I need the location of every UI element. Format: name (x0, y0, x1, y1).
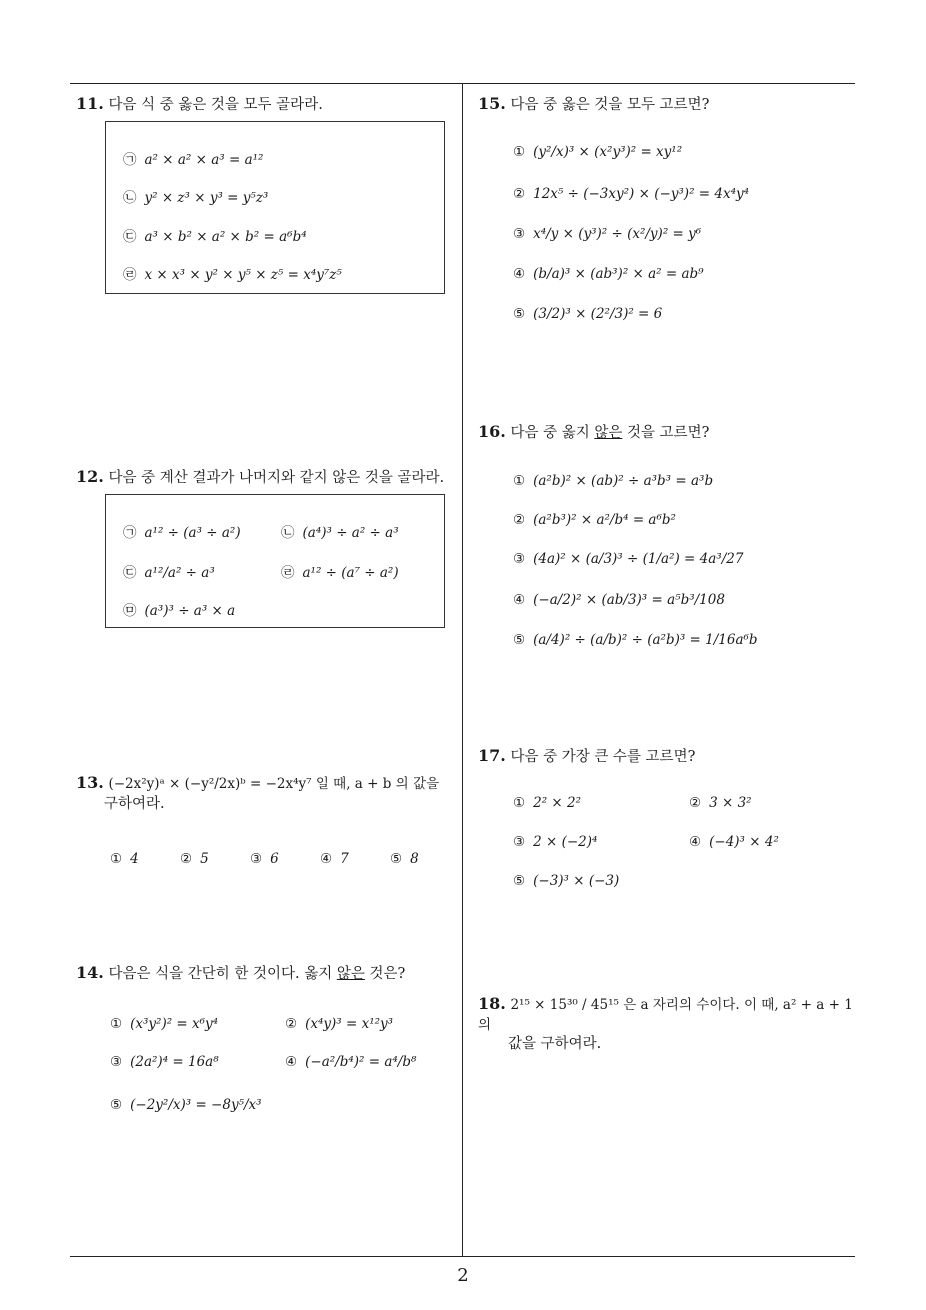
q16-option: ③ (4a)² × (a/3)³ ÷ (1/a²) = 4a³/27 (513, 551, 744, 567)
q13-stem: (−2x²y)ᵃ × (−y²/2x)ᵇ = −2x⁴y⁷ 일 때, a + b 의 값을 (108, 776, 440, 792)
q14-option: ④ (−a²/b⁴)² = a⁴/b⁸ (285, 1054, 417, 1070)
q15-option: ② 12x⁵ ÷ (−3xy²) × (−y³)² = 4x⁴y⁴ (513, 186, 750, 202)
q15-number: 15. (478, 94, 506, 113)
q13-option: ① 4 (110, 851, 139, 867)
q15-stem: 다음 중 옳은 것을 모두 고르면? (510, 97, 710, 113)
q15-option: ④ (b/a)³ × (ab³)² × a² = ab⁹ (513, 266, 704, 282)
q13-option: ④ 7 (320, 851, 349, 867)
q12 (76, 466, 444, 489)
q14-stem-end: 것은? (364, 966, 406, 982)
q14-option: ② (x⁴y)³ = x¹²y³ (285, 1016, 394, 1032)
q12-box (105, 494, 445, 628)
q14-stem: 다음은 식을 간단히 한 것이다. 옳지 (108, 966, 337, 982)
q17-option: ④ (−4)³ × 4² (689, 834, 779, 850)
q14 (76, 962, 405, 985)
column-divider (462, 83, 463, 1256)
q11-stem: 다음 식 중 옳은 것을 모두 골라라. (108, 97, 323, 113)
q13-option: ③ 6 (250, 851, 279, 867)
q11-item: ㉣ x × x³ × y² × y⁵ × z⁵ = x⁴y⁷z⁵ (123, 267, 342, 283)
q12-item: ㉢ a¹²/a² ÷ a³ (123, 565, 215, 581)
q16-option: ① (a²b)² × (ab)² ÷ a³b³ = a³b (513, 473, 714, 489)
q16-stem-end: 것을 고르면? (622, 425, 710, 441)
q16 (478, 421, 709, 444)
q14-option: ⑤ (−2y²/x)³ = −8y⁵/x³ (110, 1097, 262, 1113)
q12-stem: 다음 중 계산 결과가 나머지와 같지 않은 것을 골라라. (108, 470, 445, 486)
q16-option: ④ (−a/2)² × (ab/3)³ = a⁵b³/108 (513, 592, 725, 608)
q17-option: ② 3 × 3² (689, 795, 752, 811)
q12-item: ㉣ a¹² ÷ (a⁷ ÷ a²) (281, 565, 399, 581)
q17-option: ③ 2 × (−2)⁴ (513, 834, 598, 850)
q17-option: ⑤ (−3)³ × (−3) (513, 873, 620, 889)
q18-stem-2: 값을 구하여라. (508, 1036, 602, 1053)
q16-option: ⑤ (a/4)² ÷ (a/b)² ÷ (a²b)³ = 1/16a⁶b (513, 632, 758, 648)
q17 (478, 745, 695, 768)
q17-option: ① 2² × 2² (513, 795, 582, 811)
q15-option: ① (y²/x)³ × (x²y³)² = xy¹² (513, 144, 683, 160)
q13-option: ② 5 (180, 851, 209, 867)
q18 (478, 993, 858, 1055)
q13-number: 13. (76, 773, 104, 792)
q11-number: 11. (76, 94, 104, 113)
q12-item: ㉤ (a³)³ ÷ a³ × a (123, 603, 236, 619)
q18-stem: 2¹⁵ × 15³⁰ / 45¹⁵ 은 a 자리의 수이다. 이 때, a² + a + 1 의 (478, 997, 853, 1033)
q17-number: 17. (478, 746, 506, 765)
q17-stem: 다음 중 가장 큰 수를 고르면? (510, 749, 696, 765)
q12-number: 12. (76, 467, 104, 486)
q12-item: ㉠ a¹² ÷ (a³ ÷ a²) (123, 525, 241, 541)
bottom-rule (70, 1256, 855, 1257)
q13 (76, 772, 458, 814)
q11-box (105, 121, 445, 294)
q13-option: ⑤ 8 (390, 851, 419, 867)
q16-number: 16. (478, 422, 506, 441)
q11-item: ㉢ a³ × b² × a² × b² = a⁶b⁴ (123, 229, 307, 245)
q11 (76, 93, 323, 116)
q12-item: ㉡ (a⁴)³ ÷ a² ÷ a³ (281, 525, 399, 541)
q11-item: ㉡ y² × z³ × y³ = y⁵z³ (123, 190, 269, 206)
q15 (478, 93, 709, 116)
q14-option: ① (x³y²)² = x⁶y⁴ (110, 1016, 219, 1032)
q14-number: 14. (76, 963, 104, 982)
page-number: 2 (457, 1265, 469, 1286)
q16-stem-underline: 않은 (594, 425, 623, 441)
q14-stem-underline: 않은 (336, 966, 365, 982)
q15-option: ③ x⁴/y × (y³)² ÷ (x²/y)² = y⁶ (513, 226, 702, 242)
q16-stem: 다음 중 옳지 (510, 425, 595, 441)
q16-option: ② (a²b³)² × a²/b⁴ = a⁶b² (513, 512, 676, 528)
q18-number: 18. (478, 994, 506, 1013)
q11-item: ㉠ a² × a² × a³ = a¹² (123, 152, 264, 168)
q14-option: ③ (2a²)⁴ = 16a⁸ (110, 1054, 219, 1070)
q13-stem-2: 구하여라. (104, 795, 165, 812)
q15-option: ⑤ (3/2)³ × (2²/3)² = 6 (513, 306, 663, 322)
